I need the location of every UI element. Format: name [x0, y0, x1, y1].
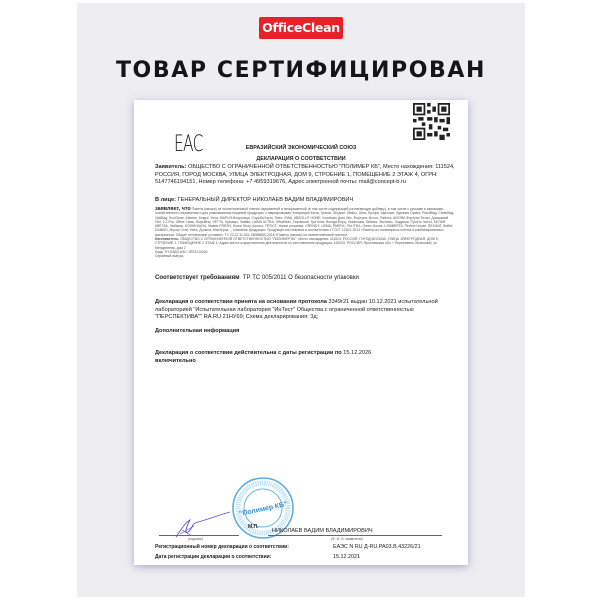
declares-text: Пакеты (мешки) из полиэтиленовой пленки окрашенной и неокрашенной (в том числе содержащей разлагающую добавку), в том числе с ручками и завязками, хозяйственного назначения и для упаковывания пищевой продукции, с маркировками: Концепция Быта, Гранит, Экодом, Vitalux, Ultra, Профи, Удачные, Удачная Сумка, PractiBag, CleanBag, OptiBag, EcoClean, Attache, Комус, Унна, МАРЬЯ-Искусница, Служба Быта, Tetex, EWA, ABSOLUT HOME, Komfoam Дом, Mix, Фортуна, Истон, Paterra, AVIORA Фортуна Титан, Домашний Уют, 1-2-Pro, Office Clean, BoysBest, VETTA, Кузьмич, Лайма, LAIMA ULTRA, OfficeMax, Тазовский, Три Кота, Всегда Берц, Хозяюшка, Selesta, Экоплюс, Ладушки, Просто Чисто, БЕЛАЯ КВЕТКА, Любаша, KOSHKINAYA, Master FRESH, Home Story, Кокосо, ПРОСТ, Умное решение, GRENDY, USMA, PARFIX, PALITRA, Green House, LOMBERTA, Perfect House, REXANT, Buffet, DANKEI, Мусор Стоп, Нега, Долина, Мастерок, -, описание продукции: Продукция изготовлена в соответствии с ГОСТ 12302-2013 «Пакеты из полимерных пленок и комбинированных материалов. Общие технические условия», ТУ 22.22.11-001-38058860-2018 «Пакеты (мешки) из полиэтиленовой пленки». [155, 207, 455, 237]
officeclean-logo: OfficeClean [259, 17, 343, 39]
valid-label: Декларация о соответствии действительна с даты регистрации по [155, 350, 342, 356]
union-heading: ЕВРАЗИЙСКИЙ ЭКОНОМИЧЕСКИЙ СОЮЗ [245, 145, 357, 151]
signature-line [159, 535, 239, 536]
reg-date: 15.12.2021 [333, 554, 360, 560]
person-block [155, 197, 455, 205]
complies-block [155, 275, 455, 283]
manufacturer-text: ОБЩЕСТВО С ОГРАНИЧЕННОЙ ОТВЕТСТВЕННОСТЬЮ "ПОЛИМЕР КБ", Место нахождения: 111524, РОССИЯ, ГОРОД МОСКВА, УЛИЦА ЭЛЕКТРОДНАЯ, ДОМ 9, СТРОЕНИЕ 1, ПОМЕЩЕНИЕ 2 ЭТАЖ 4, Адрес места осуществления деятельности по изготовлению продукции: 152020, РОССИЯ, Ярославская обл, г Переславль-Залесский, ул Менделеева, дом 2 [155, 237, 439, 250]
basis-text: 3349г21 выдан 10.12.2021 испытательной лабораторией "Испытательная лаборатория "ИнТест" Общества с ограниченной ответственностью "ПЕРСПЕКТИВА"" RA.RU 21НУ69; Схема декларирования: 3д; [155, 299, 438, 321]
manufacturer-label: Изготовитель: [155, 237, 180, 242]
person-label: В лице: [155, 197, 176, 203]
mp-label: М.П. [248, 524, 259, 530]
applicant-block [155, 164, 455, 187]
applicant-text: ОБЩЕСТВО С ОГРАНИЧЕННОЙ ОТВЕТСТВЕННОСТЬЮ "ПОЛИМЕР КБ", Место нахождения: 111524, РОССИЯ, ГОРОД МОСКВА, УЛИЦА ЭЛЕКТРОДНАЯ, ДОМ 9, СТРОЕНИЕ 1, ПОМЕЩЕНИЕ 2 ЭТАЖ 4, ОГРН: 5147746194151, Номер телефона: +7 4959319676, Адрес электронной почты: mail@concept-b.ru [155, 164, 455, 186]
name-caption: (Ф. И. О. заявителя) [331, 537, 363, 541]
complies-label: Соответствует требованиям [155, 275, 240, 281]
name-line [268, 535, 442, 536]
stamp-text: "Полимер КБ" [238, 500, 289, 518]
complies-text: ТР ТС 005/2011 О безопасности упаковки [242, 275, 359, 281]
page-title: ТОВАР СЕРТИФИЦИРОВАН [115, 58, 487, 83]
basis-label: Декларация о соответствии принята на основании протокола [155, 299, 327, 305]
signer-name: НИКОЛАЕВ ВАДИМ ВЛАДИМИРОВИЧ [272, 528, 373, 534]
tn-ved-codes: Коды ТН ВЭД ЕАЭС: 3923210000 [155, 249, 208, 254]
extra-info-label: Дополнительная информация [155, 328, 240, 334]
basis-block [155, 299, 455, 322]
declaration-document [134, 100, 468, 565]
reg-date-label: Дата регистрации декларации о соответствии: [155, 554, 272, 560]
reg-number: ЕАЭС N RU Д-RU.РА03.В.43226/21 [333, 544, 421, 550]
eac-logo: EAC [174, 132, 203, 157]
validity-block [155, 350, 455, 365]
reg-number-label: Регистрационный номер декларации о соответствии: [155, 544, 289, 550]
person-text: ГЕНЕРАЛЬНЫЙ ДИРЕКТОР НИКОЛАЕВ ВАДИМ ВЛАДИМИРОВИЧ [177, 197, 354, 203]
qr-code-icon [413, 103, 450, 140]
serial-release: Серийный выпуск, [155, 254, 185, 259]
declaration-details [155, 207, 455, 259]
applicant-label: Заявитель: [155, 164, 187, 170]
signature-caption: (подпись) [188, 537, 204, 541]
valid-suffix: включительно [155, 357, 196, 364]
declares-label: заявляет, что [155, 206, 191, 212]
valid-date: 15.12.2026 [343, 350, 372, 356]
document-title: ДЕКЛАРАЦИЯ О СООТВЕТСТВИИ [256, 156, 346, 162]
